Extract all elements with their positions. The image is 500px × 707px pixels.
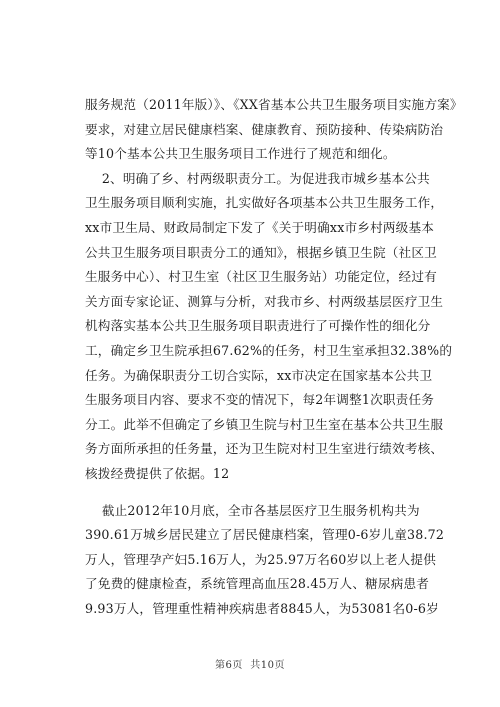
paragraph-2 bbox=[85, 167, 453, 487]
text-line: 机构落实基本公共卫生服务项目职责进行了可操作性的细化分 bbox=[85, 318, 431, 334]
text-line: 要求，对建立居民健康档案、健康教育、预防接种、传染病防治 bbox=[85, 121, 444, 137]
page-footer bbox=[0, 656, 500, 671]
text-line: 万人，管理孕产妇5.16万人，为25.97万名60岁以上老人提供 bbox=[85, 551, 436, 567]
page-number-label: 第6页 共10页 bbox=[215, 660, 285, 671]
text-line: 核拨经费提供了依据。12 bbox=[85, 465, 230, 481]
document-body bbox=[85, 93, 463, 621]
text-line: 关方面专家论证、测算与分析，对我市乡、村两级基层医疗卫生 bbox=[85, 293, 444, 309]
text-line: 390.61万城乡居民建立了居民健康档案，管理0-6岁儿童38.72 bbox=[85, 527, 445, 543]
paragraph-3 bbox=[85, 499, 445, 622]
text-line: 服务规范（2011年版）》、《XX省基本公共卫生服务项目实施方案》 bbox=[85, 97, 463, 112]
text-line: 工，确定乡卫生院承担67.62%的任务，村卫生室承担32.38%的 bbox=[85, 342, 453, 358]
text-line: 截止2012年10月底，全市各基层医疗卫生服务机构共为 bbox=[85, 502, 420, 518]
text-line: 任务。为确保职责分工切合实际，xx市决定在国家基本公共卫 bbox=[85, 367, 433, 383]
text-line: 卫生服务项目顺利实施，扎实做好各项基本公共卫生服务工作， bbox=[85, 195, 444, 211]
text-line: 生服务中心）、村卫生室（社区卫生服务站）功能定位，经过有 bbox=[85, 269, 437, 285]
text-line: 9.93万人，管理重性精神疾病患者8845人，为53081名0-6岁 bbox=[85, 600, 439, 616]
text-line: 分工。此举不但确定了乡镇卫生院与村卫生室在基本公共卫生服 bbox=[85, 416, 444, 432]
text-line: 了免费的健康检查，系统管理高血压28.45万人、糖尿病患者 bbox=[85, 576, 430, 592]
text-line: xx市卫生局、财政局制定下发了《关于明确xx市乡村两级基本 bbox=[85, 219, 435, 235]
paragraph-spacer bbox=[85, 487, 420, 499]
text-line: 务方面所承担的任务量，还为卫生院对村卫生室进行绩效考核、 bbox=[85, 441, 444, 457]
text-line: 生服务项目内容、要求不变的情况下，每2年调整1次职责任务 bbox=[85, 392, 435, 408]
text-line: 2、明确了乡、村两级职责分工。为促进我市城乡基本公共 bbox=[85, 170, 430, 186]
paragraph-1 bbox=[85, 93, 463, 167]
text-line: 公共卫生服务项目职责分工的通知》，根据乡镇卫生院（社区卫 bbox=[85, 244, 437, 260]
text-line: 等10个基本公共卫生服务项目工作进行了规范和细化。 bbox=[85, 146, 396, 162]
